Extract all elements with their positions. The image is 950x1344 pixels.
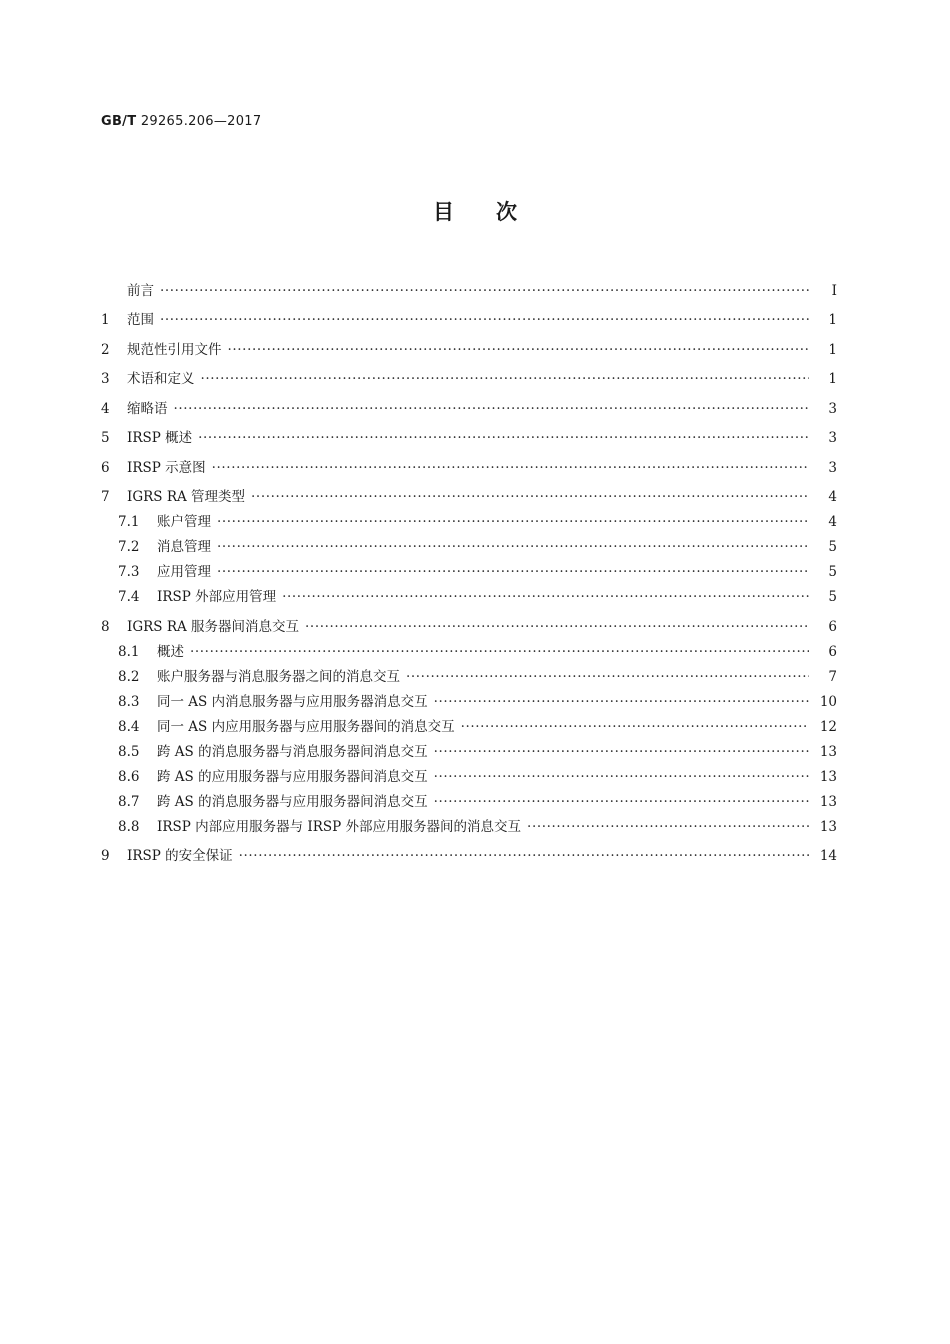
toc-entry-page: 4 [828, 514, 837, 530]
toc-entry-number: 8.6 [118, 768, 140, 785]
toc-leader-dots [160, 310, 809, 330]
toc-entry-page: 6 [828, 643, 837, 660]
toc-leader-dots [228, 340, 810, 360]
toc-leader-dots [527, 817, 809, 837]
toc-leader-dots [406, 667, 809, 687]
toc-entry[interactable] [101, 532, 837, 557]
toc-entry[interactable] [101, 419, 837, 449]
toc-entry-number: 6 [101, 459, 110, 476]
toc-entry-number: 5 [101, 430, 110, 446]
toc-entry-label: IRSP 的安全保证 [127, 848, 233, 864]
toc-entry-number: 8 [101, 618, 110, 635]
toc-entry[interactable] [101, 787, 837, 812]
toc-entry[interactable] [101, 712, 837, 737]
standard-number: 29265.206—2017 [140, 114, 262, 129]
toc-entry-page: 13 [819, 818, 837, 835]
toc-entry[interactable] [101, 271, 837, 301]
toc-entry-number: 8.3 [118, 693, 140, 710]
toc-leader-dots [461, 717, 809, 737]
toc-entry-page: 3 [828, 459, 837, 476]
toc-entry-page: 1 [828, 371, 837, 387]
toc-entry-label: IGRS RA 服务器间消息交互 [127, 618, 300, 635]
toc-entry-page: 12 [819, 718, 837, 735]
toc-entry-number: 4 [101, 400, 110, 417]
toc-entry[interactable] [101, 637, 837, 662]
toc-entry-number: 7.1 [118, 514, 140, 530]
toc-entry-label: 账户服务器与消息服务器之间的消息交互 [157, 668, 400, 685]
toc-entry-number: 8.8 [118, 818, 140, 835]
toc-entry-number: 8.5 [118, 743, 140, 760]
toc-entry-page: 1 [828, 312, 837, 328]
toc-entry[interactable] [101, 607, 837, 637]
toc-entry[interactable] [101, 330, 837, 360]
toc-leader-dots [434, 767, 809, 787]
toc-entry-number: 8.1 [118, 643, 140, 660]
toc-entry-label: 账户管理 [157, 514, 211, 530]
toc-entry-label: IGRS RA 管理类型 [127, 489, 246, 505]
toc-entry-page: 6 [828, 618, 837, 635]
toc-entry[interactable] [101, 360, 837, 390]
toc-entry-label: 跨 AS 的消息服务器与应用服务器间消息交互 [157, 793, 428, 810]
toc-entry[interactable] [101, 662, 837, 687]
toc-entry-label: 术语和定义 [127, 371, 195, 387]
toc-entry-page: Ⅰ [831, 282, 837, 299]
toc-entry-number: 2 [101, 341, 110, 358]
toc-entry-page: 10 [819, 693, 837, 710]
toc-entry-page: 13 [819, 793, 837, 810]
toc-leader-dots [201, 369, 810, 389]
toc-entry[interactable] [101, 478, 837, 508]
toc-leader-dots [434, 692, 809, 712]
toc-entry-label: IRSP 外部应用管理 [157, 589, 277, 605]
toc-entry-number: 1 [101, 312, 110, 328]
toc-leader-dots [212, 458, 809, 478]
toc-title: 目次 [433, 200, 559, 224]
toc-entry[interactable] [101, 737, 837, 762]
toc-entry-label: 应用管理 [157, 564, 211, 580]
toc-entry[interactable] [101, 507, 837, 532]
toc-entry-number: 8.4 [118, 718, 140, 735]
toc-entry-label: 同一 AS 内消息服务器与应用服务器消息交互 [157, 693, 428, 710]
toc-leader-dots [190, 642, 809, 662]
standard-prefix: GB/T [101, 114, 137, 129]
toc-entry-number: 7.4 [118, 589, 140, 605]
toc-leader-dots [282, 587, 809, 607]
toc-entry-number: 7 [101, 489, 110, 505]
toc-entry-page: 3 [828, 430, 837, 446]
toc-leader-dots [251, 487, 809, 507]
toc-entry[interactable] [101, 762, 837, 787]
toc-entry-page: 4 [828, 489, 837, 505]
toc-entry-page: 5 [828, 539, 837, 555]
toc-leader-dots [434, 792, 809, 812]
toc-entry-number: 7.2 [118, 539, 140, 555]
toc-entry-label: 跨 AS 的应用服务器与应用服务器间消息交互 [157, 768, 428, 785]
toc-entry-label: 前言 [127, 282, 154, 299]
toc-leader-dots [217, 512, 809, 532]
toc-entry[interactable] [101, 582, 837, 607]
toc-entry-label: 范围 [127, 312, 154, 328]
toc-entry[interactable] [101, 812, 837, 837]
toc-entry-label: 消息管理 [157, 539, 211, 555]
table-of-contents [101, 271, 837, 866]
toc-entry-label: IRSP 内部应用服务器与 IRSP 外部应用服务器间的消息交互 [157, 818, 522, 835]
toc-entry-page: 7 [828, 668, 837, 685]
toc-entry-label: IRSP 示意图 [127, 459, 206, 476]
toc-entry-number: 8.7 [118, 793, 140, 810]
toc-entry-page: 5 [828, 564, 837, 580]
toc-entry-label: 规范性引用文件 [127, 341, 222, 358]
toc-entry-page: 5 [828, 589, 837, 605]
standard-code [101, 114, 261, 129]
toc-entry-label: 跨 AS 的消息服务器与消息服务器间消息交互 [157, 743, 428, 760]
toc-entry-label: 概述 [157, 643, 184, 660]
toc-entry-number: 7.3 [118, 564, 140, 580]
toc-entry[interactable] [101, 448, 837, 478]
toc-entry-page: 3 [828, 400, 837, 417]
toc-entry-page: 1 [828, 341, 837, 358]
toc-entry-page: 14 [819, 848, 837, 864]
toc-entry-label: 同一 AS 内应用服务器与应用服务器间的消息交互 [157, 718, 455, 735]
toc-entry[interactable] [101, 687, 837, 712]
toc-leader-dots [305, 617, 809, 637]
toc-entry-page: 13 [819, 743, 837, 760]
toc-leader-dots [174, 399, 810, 419]
toc-leader-dots [198, 428, 809, 448]
toc-leader-dots [160, 281, 809, 301]
toc-entry-label: 缩略语 [127, 400, 168, 417]
toc-entry-page: 13 [819, 768, 837, 785]
toc-entry-number: 3 [101, 371, 110, 387]
toc-entry-number: 9 [101, 848, 110, 864]
toc-entry[interactable] [101, 301, 837, 331]
toc-entry-label: IRSP 概述 [127, 430, 193, 446]
toc-leader-dots [434, 742, 809, 762]
toc-leader-dots [217, 562, 809, 582]
toc-leader-dots [239, 846, 809, 866]
toc-leader-dots [217, 537, 809, 557]
toc-entry-number: 8.2 [118, 668, 140, 685]
toc-entry[interactable] [101, 557, 837, 582]
toc-entry[interactable] [101, 837, 837, 867]
toc-entry[interactable] [101, 389, 837, 419]
